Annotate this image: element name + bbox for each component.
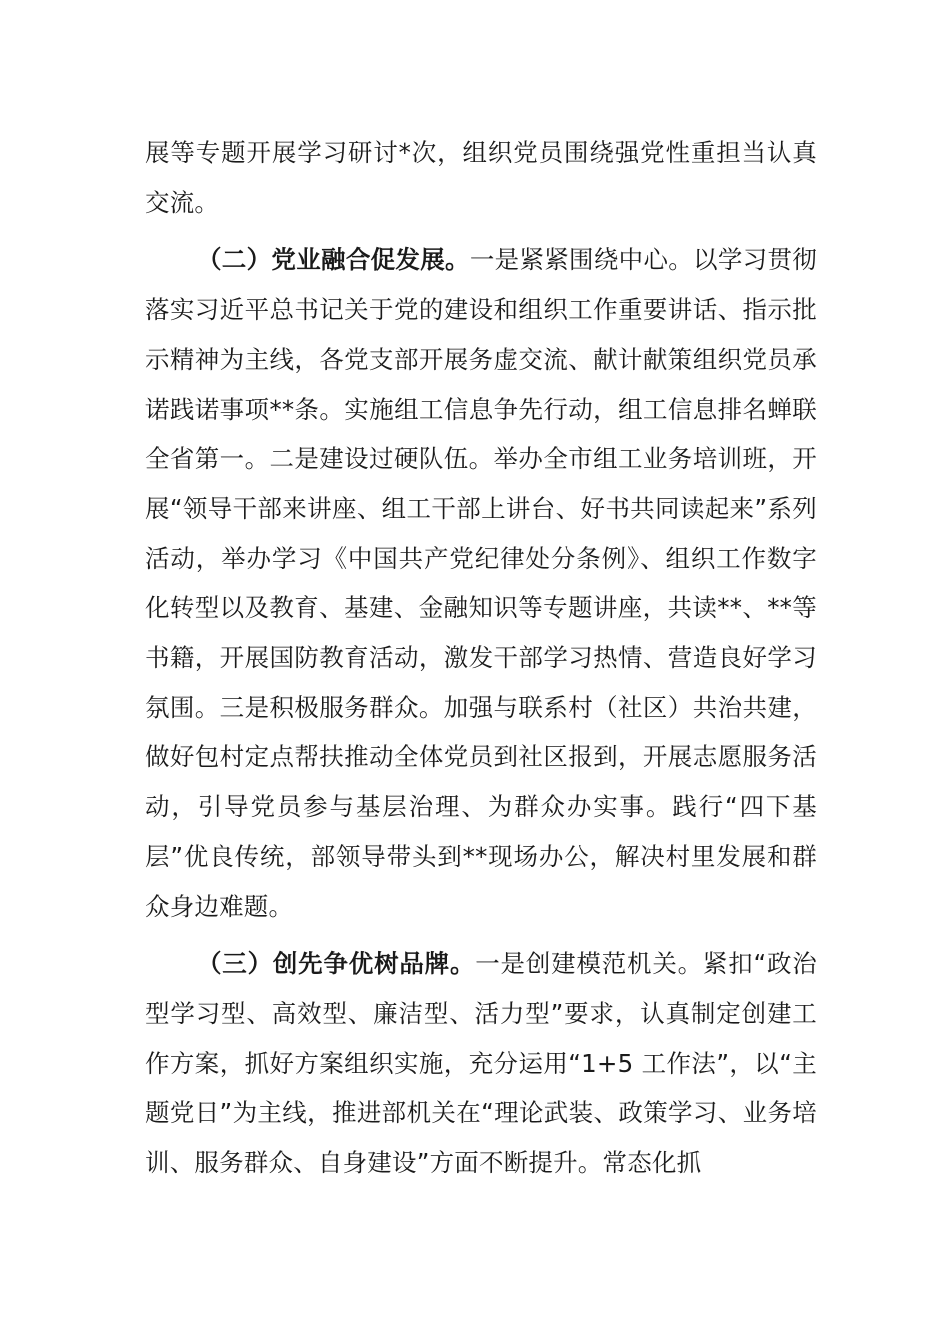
- section-heading-3: （三）创先争优树品牌。: [197, 949, 476, 979]
- paragraph-2: [145, 235, 817, 931]
- paragraph-3: [145, 939, 817, 1188]
- document-body: [145, 128, 817, 1188]
- paragraph-2-text: 一是紧紧围绕中心。以学习贯彻落实习近平总书记关于党的建设和组织工作重要讲话、指示批示精神为主线，各党支部开展务虚交流、献计献策组织党员承诺践诺事项**条。实施组工信息争先行动，组工信息排名蝉联全省第一。二是建设过硬队伍。举办全市组工业务培训班，开展“领导干部来讲座、组工干部上讲台、好书共同读起来”系列活动，举办学习《中国共产党纪律处分条例》、组织工作数字化转型以及教育、基建、金融知识等专题讲座，共读**、**等书籍，开展国防教育活动，激发干部学习热情、营造良好学习氛围。三是积极服务群众。加强与联系村（社区）共治共建，做好包村定点帮扶推动全体党员到社区报到，开展志愿服务活动，引导党员参与基层治理、为群众办实事。践行“四下基层”优良传统，部领导带头到**现场办公，解决村里发展和群众身边难题。: [145, 245, 817, 921]
- paragraph-1-text: 展等专题开展学习研讨*次，组织党员围绕强党性重担当认真交流。: [145, 138, 817, 217]
- paragraph-3-text: 一是创建模范机关。紧扣“政治型学习型、高效型、廉洁型、活力型”要求，认真制定创建工作方案，抓好方案组织实施，充分运用“1+5 工作法”，以“主题党日”为主线，推进部机关在“理论武装、政策学习、业务培训、服务群众、自身建设”方面不断提升。常态化抓: [145, 949, 818, 1178]
- section-heading-2: （二）党业融合促发展。: [197, 245, 470, 275]
- paragraph-1: [145, 128, 817, 227]
